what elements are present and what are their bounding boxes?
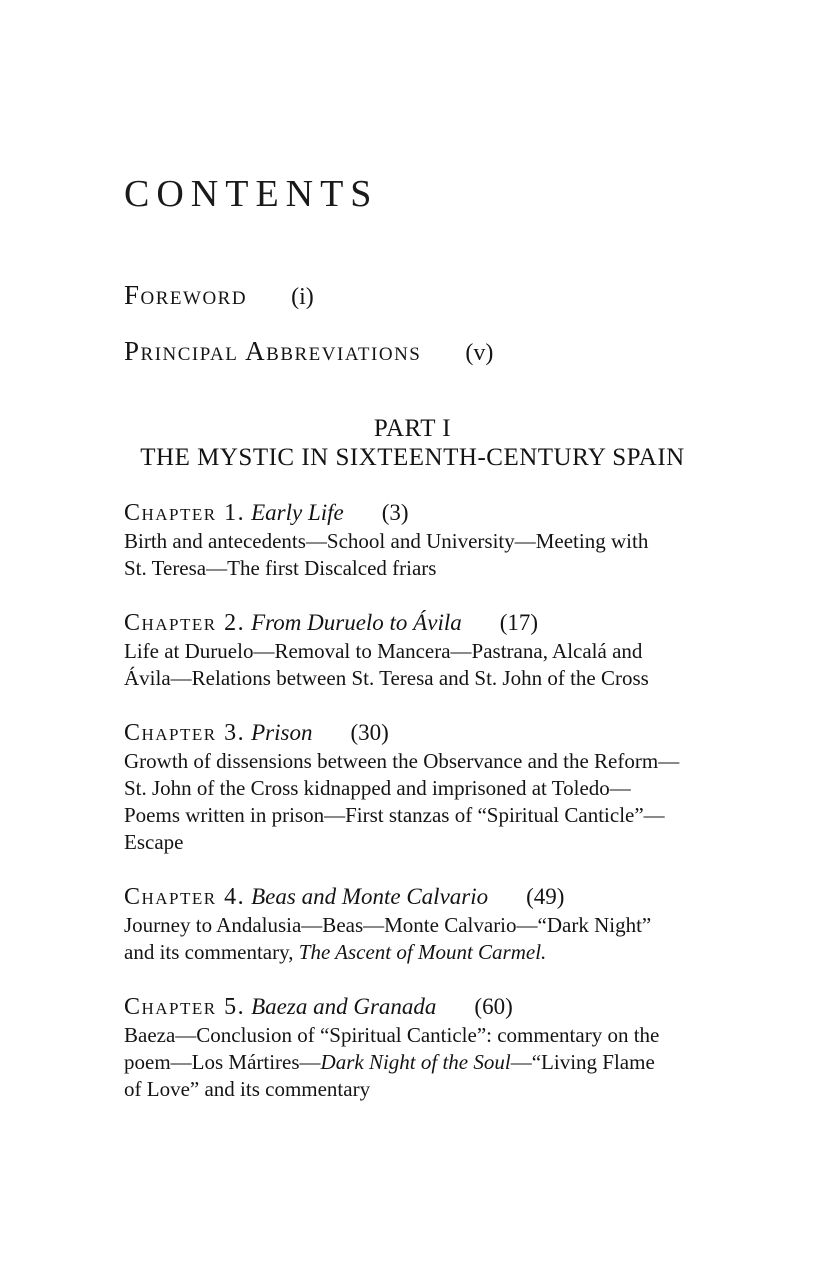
part-title: THE MYSTIC IN SIXTEENTH-CENTURY SPAIN bbox=[140, 444, 685, 471]
chapter-page-number: (49) bbox=[526, 884, 565, 909]
chapter-summary: Journey to Andalusia—Beas—Monte Calvario—“Dark Night” and its commentary, The Ascent of Mount Carmel. bbox=[124, 913, 652, 964]
chapter-heading bbox=[124, 992, 701, 1022]
chapter-heading bbox=[124, 608, 701, 638]
abbreviations-label: Principal Abbreviations bbox=[124, 336, 422, 366]
chapter-title: From Duruelo to Ávila bbox=[251, 610, 462, 635]
toc-entry-abbreviations bbox=[124, 334, 701, 370]
chapter-summary: Life at Duruelo—Removal to Mancera—Pastrana, Alcalá and Ávila—Relations between St. Teresa and St. John of the Cross bbox=[124, 639, 649, 690]
page-title: CONTENTS bbox=[124, 173, 379, 215]
foreword-label: Foreword bbox=[124, 280, 248, 310]
part-heading bbox=[124, 414, 701, 472]
chapter-entry-2 bbox=[124, 608, 701, 692]
chapter-label: Chapter 5. bbox=[124, 994, 246, 1020]
chapter-page-number: (60) bbox=[474, 994, 513, 1019]
chapter-label: Chapter 1. bbox=[124, 500, 246, 526]
chapter-page-number: (30) bbox=[350, 720, 389, 745]
chapter-summary: Baeza—Conclusion of “Spiritual Canticle”: commentary on the poem—Los Mártires—Dark Night of the Soul—“Living Flame of Love” and its commentary bbox=[124, 1023, 660, 1101]
chapter-heading bbox=[124, 882, 701, 912]
foreword-page-number: (i) bbox=[291, 284, 314, 310]
chapter-label: Chapter 3. bbox=[124, 720, 246, 746]
chapter-heading bbox=[124, 498, 701, 528]
abbreviations-page-number: (v) bbox=[465, 340, 494, 366]
chapter-entry-5 bbox=[124, 992, 701, 1103]
chapter-page-number: (3) bbox=[381, 500, 409, 525]
chapter-title: Baeza and Granada bbox=[251, 994, 437, 1019]
toc-entry-foreword bbox=[124, 278, 701, 314]
chapter-title: Beas and Monte Calvario bbox=[251, 884, 489, 909]
chapter-title: Prison bbox=[251, 720, 313, 745]
chapter-entry-4 bbox=[124, 882, 701, 966]
chapter-page-number: (17) bbox=[499, 610, 539, 635]
chapter-label: Chapter 2. bbox=[124, 610, 246, 636]
chapter-entry-1 bbox=[124, 498, 701, 582]
chapter-label: Chapter 4. bbox=[124, 884, 246, 910]
chapter-heading bbox=[124, 718, 701, 748]
chapter-summary: Birth and antecedents—School and University—Meeting with St. Teresa—The first Discalced friars bbox=[124, 529, 649, 580]
chapter-summary: Growth of dissensions between the Observance and the Reform— St. John of the Cross kidnapped and imprisoned at Toledo— Poems written in prison—First stanzas of “Spiritual Canticle”— Escape bbox=[124, 749, 680, 854]
part-label: PART I bbox=[373, 415, 452, 442]
chapter-entry-3 bbox=[124, 718, 701, 856]
chapter-title: Early Life bbox=[251, 500, 344, 525]
